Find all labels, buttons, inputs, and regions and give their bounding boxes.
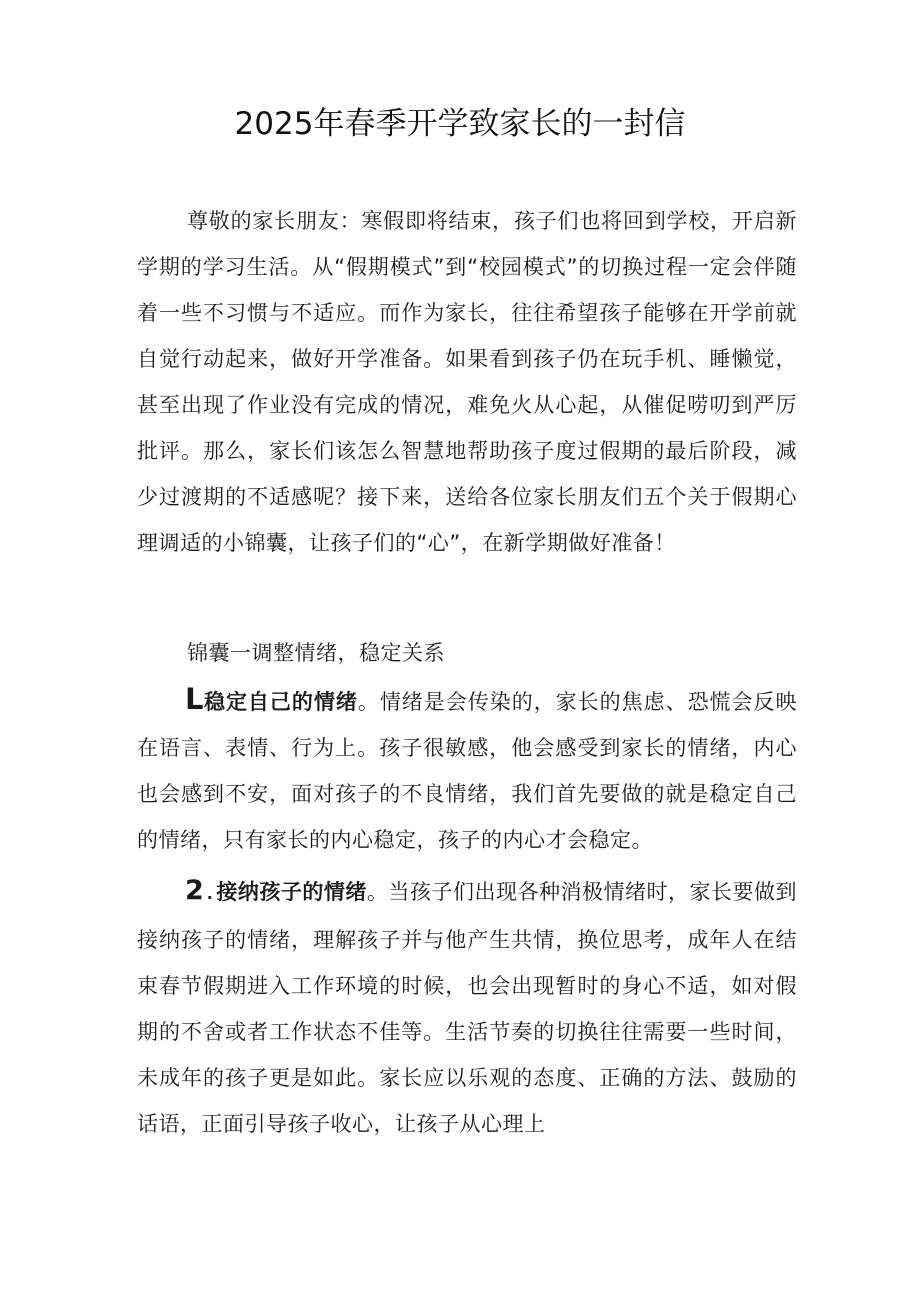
item-1-heading: 稳定自己的情绪 [203, 690, 358, 714]
item-1-paragraph [137, 676, 797, 863]
document-title: 2025年春季开学致家长的一封信 [234, 106, 686, 142]
item-2-separator: . [206, 884, 214, 903]
item-2-number: 2 [185, 875, 204, 906]
item-2-body: 。当孩子们出现各种消极情绪时，家长要做到接纳孩子的情绪，理解孩子并与他产生共情，换位思考，成年人在结束春节假期进入工作环境的时候，也会出现暂时的身心不适，如对假期的不舍或者工作状态不佳等。生活节奏的切换往往需要一些时间，未成年的孩子更是如此。家长应以乐观的态度、正确的方法、鼓励的话语，正面引导孩子收心，让孩子从心理上 [137, 880, 798, 1136]
item-1-body: 。情绪是会传染的，家长的焦虑、恐慌会反映在语言、表情、行为上。孩子很敏感，他会感受到家长的情绪，内心也会感到不安，面对孩子的不良情绪，我们首先要做的就是稳定自己的情绪，只有家长的内心稳定，孩子的内心才会稳定。 [137, 690, 798, 852]
item-1-number: L [185, 682, 204, 716]
item-2-heading: 接纳孩子的情绪 [216, 880, 367, 904]
section-heading: 锦囊一调整情绪，稳定关系 [187, 641, 445, 665]
item-2-paragraph [137, 868, 797, 1147]
intro-paragraph: 尊敬的家长朋友：寒假即将结束，孩子们也将回到学校，开启新学期的学习生活。从“假期模式”到“校园模式”的切换过程一定会伴随着一些不习惯与不适应。而作为家长，往往希望孩子能够在开学前就自觉行动起来，做好开学准备。如果看到孩子仍在玩手机、睡懒觉，甚至出现了作业没有完成的情况，难免火从心起，从催促唠叨到严厉批评。那么，家长们该怎么智慧地帮助孩子度过假期的最后阶段，减少过渡期的不适感呢？接下来，送给各位家长朋友们五个关于假期心理调适的小锦囊，让孩子们的“心”，在新学期做好准备！ [137, 209, 797, 555]
